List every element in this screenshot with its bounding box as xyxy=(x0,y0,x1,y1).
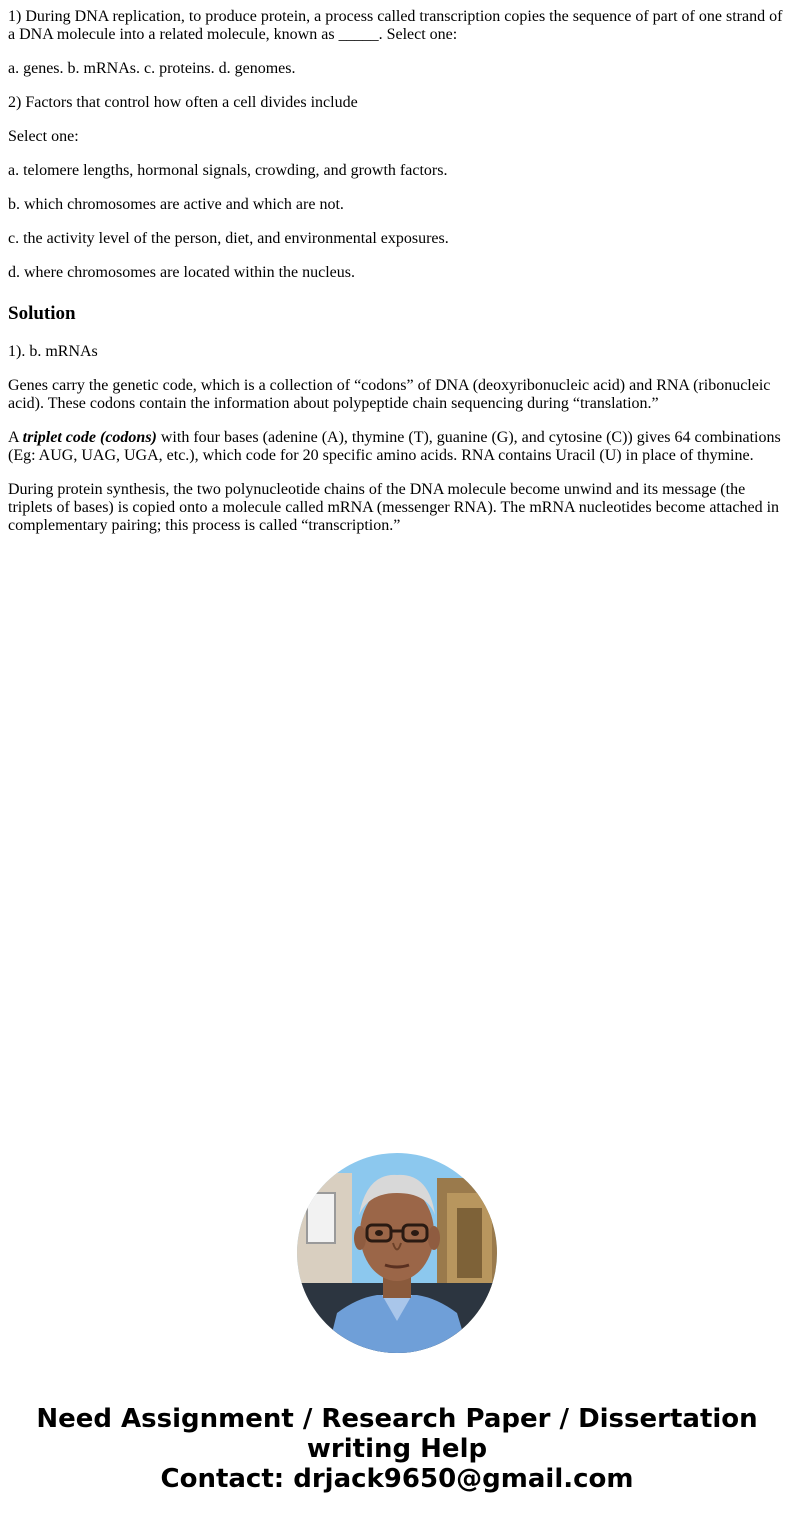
question-2-option-d: d. where chromosomes are located within the nucleus. xyxy=(8,264,355,281)
question-2-option-b: b. which chromosomes are active and which are not. xyxy=(8,196,344,213)
solution-answer: 1). b. mRNAs xyxy=(8,343,98,360)
triplet-code-emphasis: triplet code (codons) xyxy=(22,429,157,446)
paragraph-2-prefix: A xyxy=(8,429,23,446)
footer-contact-email: Contact: drjack9650@gmail.com xyxy=(160,1464,634,1494)
question-1-text: 1) During DNA replication, to produce protein, a process called transcription copies the sequence of part of one strand of a DNA molecule into a related molecule, known as _____. Select one: xyxy=(8,8,783,43)
solution-paragraph-2 xyxy=(8,429,786,465)
footer-contact-banner xyxy=(0,1404,794,1494)
paragraph-2-rest: with four bases (adenine (A), thymine (T), guanine (G), and cytosine (C)) gives 64 combinations (Eg: AUG, UAG, UGA, etc.), which code for 20 specific amino acids. RNA contains Uracil (U) in place of thymine. xyxy=(8,429,781,464)
question-2-select-one: Select one: xyxy=(8,128,79,145)
question-2-option-a: a. telomere lengths, hormonal signals, crowding, and growth factors. xyxy=(8,162,448,179)
solution-paragraph-1: Genes carry the genetic code, which is a collection of “codons” of DNA (deoxyribonucleic acid) and RNA (ribonucleic acid). These codons contain the information about polypeptide chain sequencing during “translation.” xyxy=(8,377,771,412)
question-1-options: a. genes. b. mRNAs. c. proteins. d. genomes. xyxy=(8,60,296,77)
question-2-text: 2) Factors that control how often a cell divides include xyxy=(8,94,358,111)
footer-line-2: writing Help xyxy=(306,1434,488,1464)
document-body xyxy=(8,8,786,551)
question-2-option-c: c. the activity level of the person, diet, and environmental exposures. xyxy=(8,230,449,247)
solution-heading: Solution xyxy=(8,303,76,324)
author-avatar xyxy=(297,1153,497,1353)
footer-line-1: Need Assignment / Research Paper / Dissertation xyxy=(36,1404,758,1434)
solution-paragraph-3: During protein synthesis, the two polynucleotide chains of the DNA molecule become unwind and its message (the triplets of bases) is copied onto a molecule called mRNA (messenger RNA). The mRNA nucleotides become attached in complementary pairing; this process is called “transcription.” xyxy=(8,481,780,534)
